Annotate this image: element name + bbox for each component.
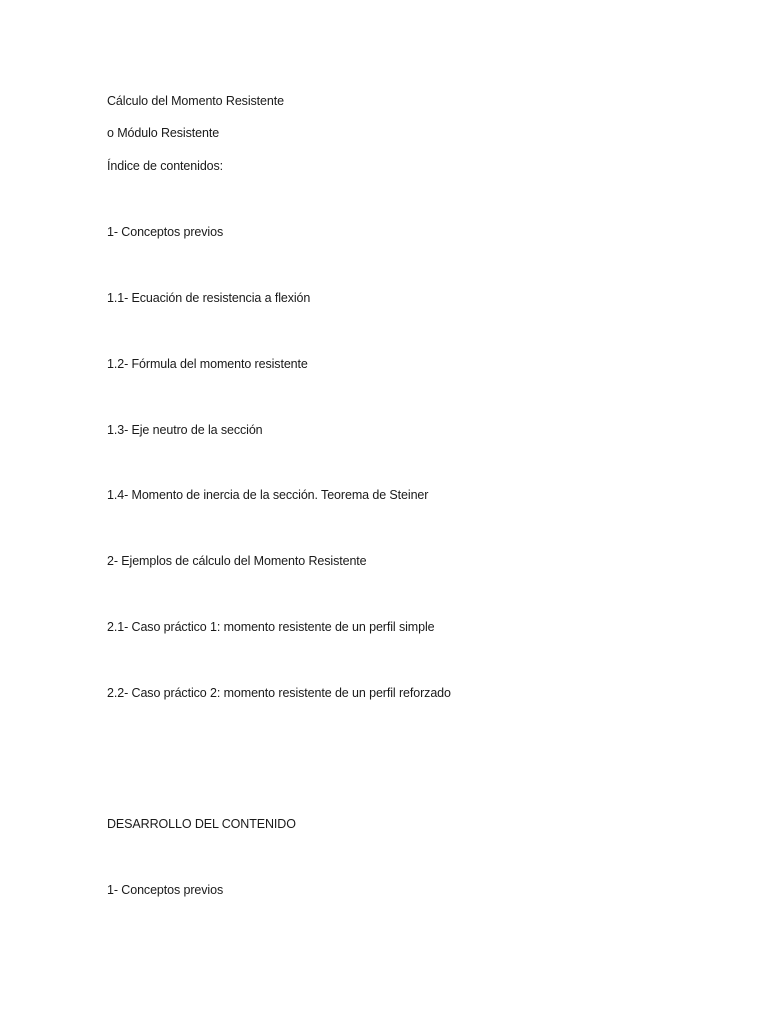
- document-title-line-2: o Módulo Resistente: [107, 126, 220, 140]
- index-item: 2- Ejemplos de cálculo del Momento Resistente: [107, 554, 367, 568]
- index-item: 1- Conceptos previos: [107, 225, 224, 239]
- index-item: 2.2- Caso práctico 2: momento resistente de un perfil reforzado: [107, 686, 451, 700]
- index-item: 1.2- Fórmula del momento resistente: [107, 357, 308, 371]
- index-item: 1.4- Momento de inercia de la sección. Teorema de Steiner: [107, 488, 429, 502]
- index-item: 1.1- Ecuación de resistencia a flexión: [107, 291, 311, 305]
- section-heading: DESARROLLO DEL CONTENIDO: [107, 817, 296, 831]
- index-item: 2.1- Caso práctico 1: momento resistente de un perfil simple: [107, 620, 435, 634]
- document-title-line-1: Cálculo del Momento Resistente: [107, 94, 284, 108]
- index-item: 1.3- Eje neutro de la sección: [107, 423, 263, 437]
- section-first-item: 1- Conceptos previos: [107, 883, 224, 897]
- index-heading: Índice de contenidos:: [107, 159, 224, 173]
